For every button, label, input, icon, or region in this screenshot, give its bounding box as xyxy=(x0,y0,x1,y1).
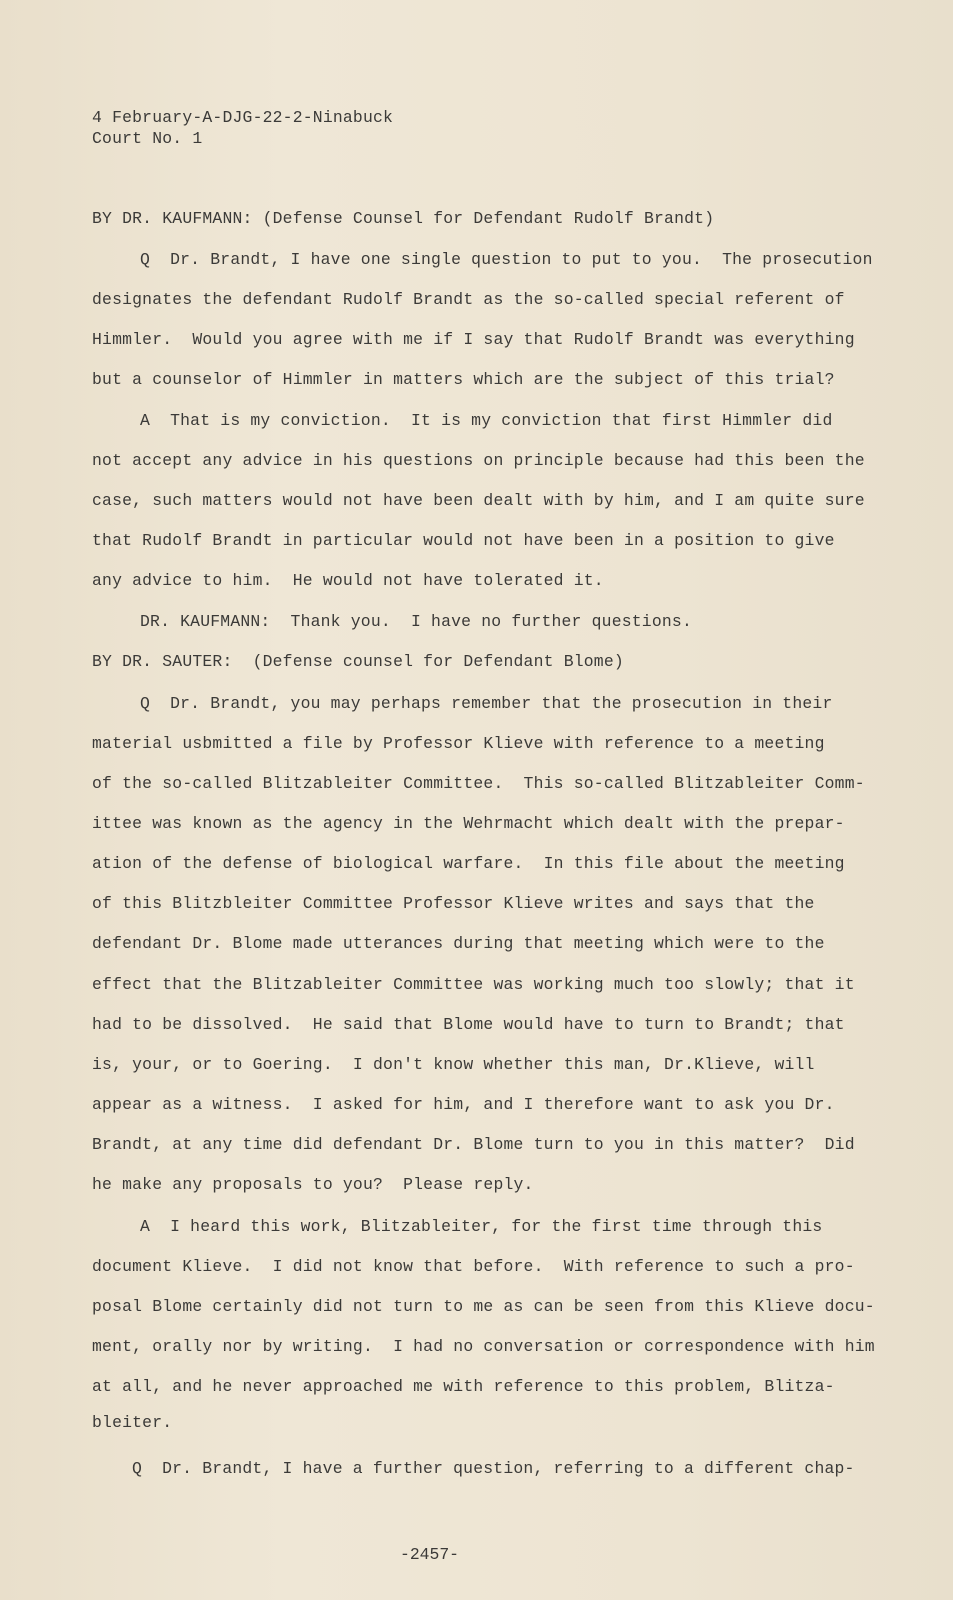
text-line: ment, orally nor by writing. I had no conversation or correspondence with him xyxy=(92,1337,875,1356)
speaker-heading: BY DR. SAUTER: (Defense counsel for Defendant Blome) xyxy=(92,652,624,671)
text-line: bleiter. xyxy=(92,1413,173,1432)
document-reference: 4 February-A-DJG-22-2-Ninabuck xyxy=(92,108,394,127)
text-line: A I heard this work, Blitzableiter, for the first time through this xyxy=(140,1217,823,1236)
speaker-line: DR. KAUFMANN: Thank you. I have no further questions. xyxy=(140,612,692,631)
page-number: -2457- xyxy=(400,1545,460,1564)
text-line: any advice to him. He would not have tolerated it. xyxy=(92,571,604,590)
text-line: not accept any advice in his questions on principle because had this been the xyxy=(92,451,865,470)
court-number: Court No. 1 xyxy=(92,129,203,148)
text-line: Q Dr. Brandt, I have one single question to put to you. The prosecution xyxy=(140,250,873,269)
text-line: defendant Dr. Blome made utterances during that meeting which were to the xyxy=(92,934,825,953)
text-line: is, your, or to Goering. I don't know whether this man, Dr.Klieve, will xyxy=(92,1055,815,1074)
text-line: ittee was known as the agency in the Wehrmacht which dealt with the prepar- xyxy=(92,814,845,833)
speaker-heading: BY DR. KAUFMANN: (Defense Counsel for Defendant Rudolf Brandt) xyxy=(92,209,715,228)
text-line: effect that the Blitzableiter Committee was working much too slowly; that it xyxy=(92,975,855,994)
text-line: Q Dr. Brandt, you may perhaps remember that the prosecution in their xyxy=(140,694,833,713)
text-line: Himmler. Would you agree with me if I say that Rudolf Brandt was everything xyxy=(92,330,855,349)
text-line: appear as a witness. I asked for him, and I therefore want to ask you Dr. xyxy=(92,1095,835,1114)
text-line: that Rudolf Brandt in particular would not have been in a position to give xyxy=(92,531,835,550)
text-line: had to be dissolved. He said that Blome would have to turn to Brandt; that xyxy=(92,1015,845,1034)
text-line: at all, and he never approached me with reference to this problem, Blitza- xyxy=(92,1377,835,1396)
text-line: of the so-called Blitzableiter Committee. This so-called Blitzableiter Comm- xyxy=(92,774,865,793)
text-line: of this Blitzbleiter Committee Professor Klieve writes and says that the xyxy=(92,894,815,913)
text-line: posal Blome certainly did not turn to me as can be seen from this Klieve docu- xyxy=(92,1297,875,1316)
text-line: ation of the defense of biological warfare. In this file about the meeting xyxy=(92,854,845,873)
text-line: Brandt, at any time did defendant Dr. Blome turn to you in this matter? Did xyxy=(92,1135,855,1154)
text-line: he make any proposals to you? Please reply. xyxy=(92,1175,534,1194)
text-line: A That is my conviction. It is my conviction that first Himmler did xyxy=(140,411,833,430)
text-line: material usbmitted a file by Professor Klieve with reference to a meeting xyxy=(92,734,825,753)
text-line: but a counselor of Himmler in matters which are the subject of this trial? xyxy=(92,370,835,389)
text-line: document Klieve. I did not know that before. With reference to such a pro- xyxy=(92,1257,855,1276)
text-line: case, such matters would not have been dealt with by him, and I am quite sure xyxy=(92,491,865,510)
text-line: designates the defendant Rudolf Brandt as the so-called special referent of xyxy=(92,290,845,309)
text-line: Q Dr. Brandt, I have a further question, referring to a different chap- xyxy=(132,1459,855,1478)
